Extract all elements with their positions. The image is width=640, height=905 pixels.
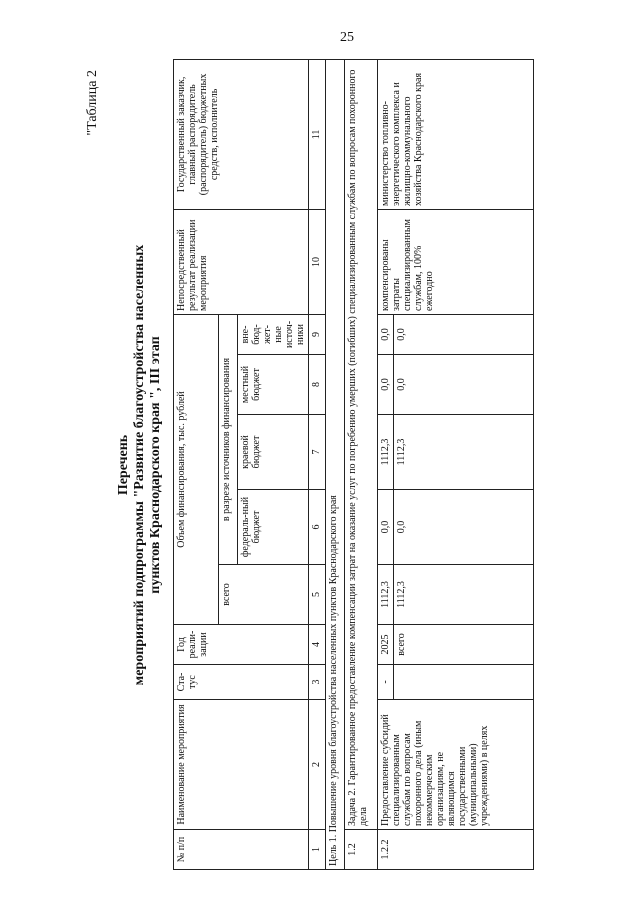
column-number: 3 [309, 665, 326, 700]
goal-text: Цель 1. Повышение уровня благоустройства населенных пунктов Краснодарского края [326, 59, 345, 869]
task-text: Задача 2. Гарантированное предоставление компенсации затрат на оказание услуг по погребению умерших (погибших) специализированным службам по вопросам похоронного дела [345, 59, 378, 829]
column-number: 8 [309, 355, 326, 415]
column-number-row [309, 59, 326, 869]
header-status: Ста-тус [174, 665, 309, 700]
measure-customer: министерство топливно-энергетического комплекса и жилищно-коммунального хозяйства Краснодарского края [378, 59, 534, 209]
measure-name: Предоставление субсидий специализированным службам по вопросам похоронного дела (иным некоммерческим организациям, не являющимся государственными (муниципальными) учреждениями) в целях [378, 700, 534, 830]
header-result: Непосредственный результат реализации мероприятия [174, 209, 309, 314]
column-number: 6 [309, 490, 326, 565]
header-total: всего [219, 565, 309, 625]
measure-year: 2025 [378, 625, 394, 665]
list-subtitle-line-2: пунктов Краснодарского края ", III этап [148, 336, 163, 594]
measure-status: - [378, 665, 394, 700]
header-name: Наименование мероприятия [174, 700, 309, 830]
header-sources: в разрезе источников финансирования [219, 314, 238, 564]
goal-row [326, 59, 345, 869]
header-local: местный бюджет [238, 355, 309, 415]
column-number: 2 [309, 700, 326, 830]
column-number: 9 [309, 314, 326, 354]
measure-year: всего [394, 625, 534, 665]
header-extra: вне-бюд-жет-ные источ-ники [238, 314, 309, 354]
rotated-page-content [85, 60, 590, 870]
column-number: 10 [309, 209, 326, 314]
measure-status-empty [394, 665, 534, 700]
measures-table [173, 59, 534, 870]
measure-regional: 1112,3 [394, 415, 534, 490]
table-header-row-1 [174, 59, 219, 869]
list-subtitle-line-1: мероприятий подпрограммы "Развитие благоустройства населенных [132, 244, 147, 686]
column-number: 1 [309, 830, 326, 870]
header-volume: Объем финансирования, тыс. рублей [174, 314, 219, 624]
header-year: Год реали-зации [174, 625, 309, 665]
measure-result: компенсированы затраты специализированным службам, 100% ежегодно [378, 209, 534, 314]
measure-extra: 0,0 [378, 314, 394, 354]
measure-extra: 0,0 [394, 314, 534, 354]
measure-total: 1112,3 [394, 565, 534, 625]
measure-federal: 0,0 [378, 490, 394, 565]
header-regional: краевой бюджет [238, 415, 309, 490]
task-number: 1.2 [345, 830, 378, 870]
header-num: № п/п [174, 830, 309, 870]
table-caption: "Таблица 2 [85, 70, 100, 136]
measure-regional: 1112,3 [378, 415, 394, 490]
header-federal: федераль-ный бюджет [238, 490, 309, 565]
page-number: 25 [340, 30, 354, 45]
column-number: 5 [309, 565, 326, 625]
column-number: 7 [309, 415, 326, 490]
measure-federal: 0,0 [394, 490, 534, 565]
measure-local: 0,0 [378, 355, 394, 415]
measure-number: 1.2.2 [378, 830, 534, 870]
header-customer: Государственный заказчик, главный распорядитель (распорядитель) бюджетных средств, исполнитель [174, 59, 309, 209]
list-title: Перечень [116, 434, 131, 496]
measure-row-2025 [378, 59, 394, 869]
column-number: 4 [309, 625, 326, 665]
measure-total: 1112,3 [378, 565, 394, 625]
column-number: 11 [309, 59, 326, 209]
task-row [345, 59, 378, 869]
measure-local: 0,0 [394, 355, 534, 415]
